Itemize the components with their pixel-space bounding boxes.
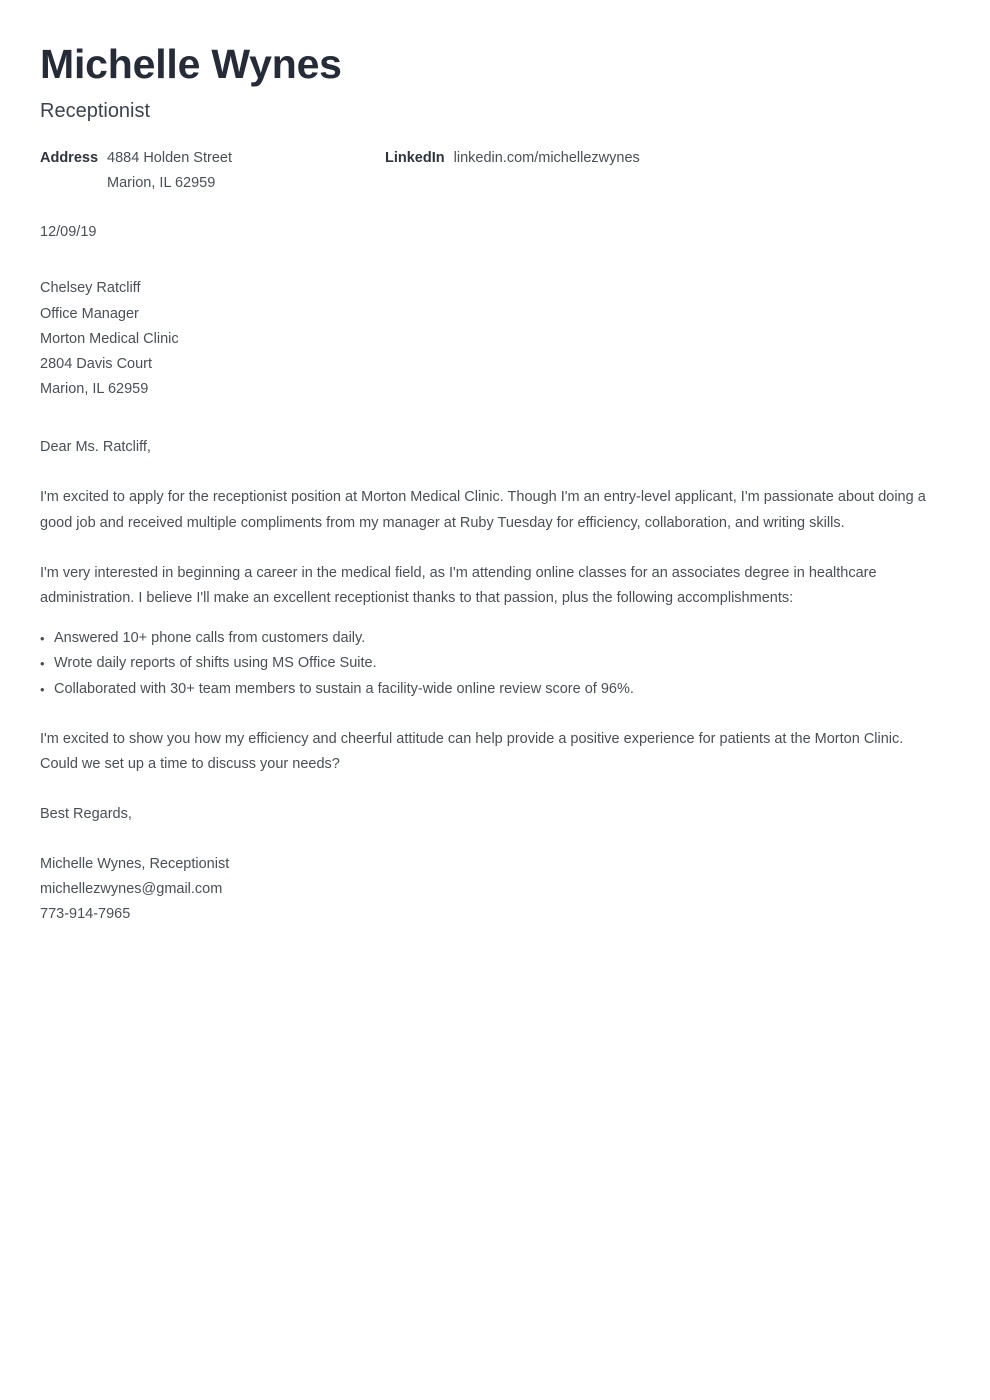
salutation: Dear Ms. Ratcliff, (40, 439, 151, 456)
address-label: Address (40, 150, 99, 167)
recipient-name: Chelsey Ratcliff (40, 280, 141, 297)
recipient-city-state-zip: Marion, IL 62959 (40, 381, 149, 398)
list-item: • Collaborated with 30+ team members to sustain a facility-wide online review score of 96%. (40, 677, 945, 702)
recipient-block (40, 276, 945, 402)
accomplishments-list (40, 626, 945, 702)
linkedin-value[interactable]: linkedin.com/michellezwynes (453, 150, 640, 167)
list-item: • Answered 10+ phone calls from customers daily. (40, 626, 945, 651)
sign-off: Best Regards, (40, 805, 132, 822)
body-paragraph-2: I'm very interested in beginning a career in the medical field, as I'm attending online classes for an associates degree in healthcare administration. I believe I'll make an excellent receptionist thanks to that passion, plus the following accomplishments: (40, 565, 877, 607)
letter-date: 12/09/19 (40, 224, 97, 241)
signature-name-title: Michelle Wynes, Receptionist (40, 855, 230, 872)
contact-address-group (40, 146, 385, 196)
contact-details (40, 146, 945, 196)
recipient-title: Office Manager (40, 305, 139, 322)
address-line-1: 4884 Holden Street (107, 150, 232, 167)
linkedin-label: LinkedIn (385, 150, 445, 167)
signature-email[interactable]: michellezwynes@gmail.com (40, 880, 223, 897)
recipient-street: 2804 Davis Court (40, 356, 153, 372)
body-paragraph-3: I'm excited to show you how my efficiency and cheerful attitude can help provide a positive experience for patients at the Morton Clinic. Could we set up a time to discuss your needs? (40, 730, 904, 773)
recipient-company: Morton Medical Clinic (40, 330, 179, 347)
address-value (107, 146, 232, 196)
list-item: • Wrote daily reports of shifts using MS Office Suite. (40, 651, 945, 676)
address-line-2: Marion, IL 62959 (107, 175, 216, 192)
applicant-job-title: Receptionist (40, 100, 151, 123)
applicant-name: Michelle Wynes (40, 41, 342, 87)
signature-block (40, 852, 945, 928)
signature-phone[interactable]: 773-914-7965 (40, 905, 131, 922)
body-paragraph-1: I'm excited to apply for the receptionist position at Morton Medical Clinic. Though I'm an entry-level applicant, I'm passionate about doing a good job and received multiple compliments from my manager at Ruby Tuesday for efficiency, collaboration, and writing skills. (40, 489, 926, 531)
contact-linkedin-group (385, 146, 640, 171)
